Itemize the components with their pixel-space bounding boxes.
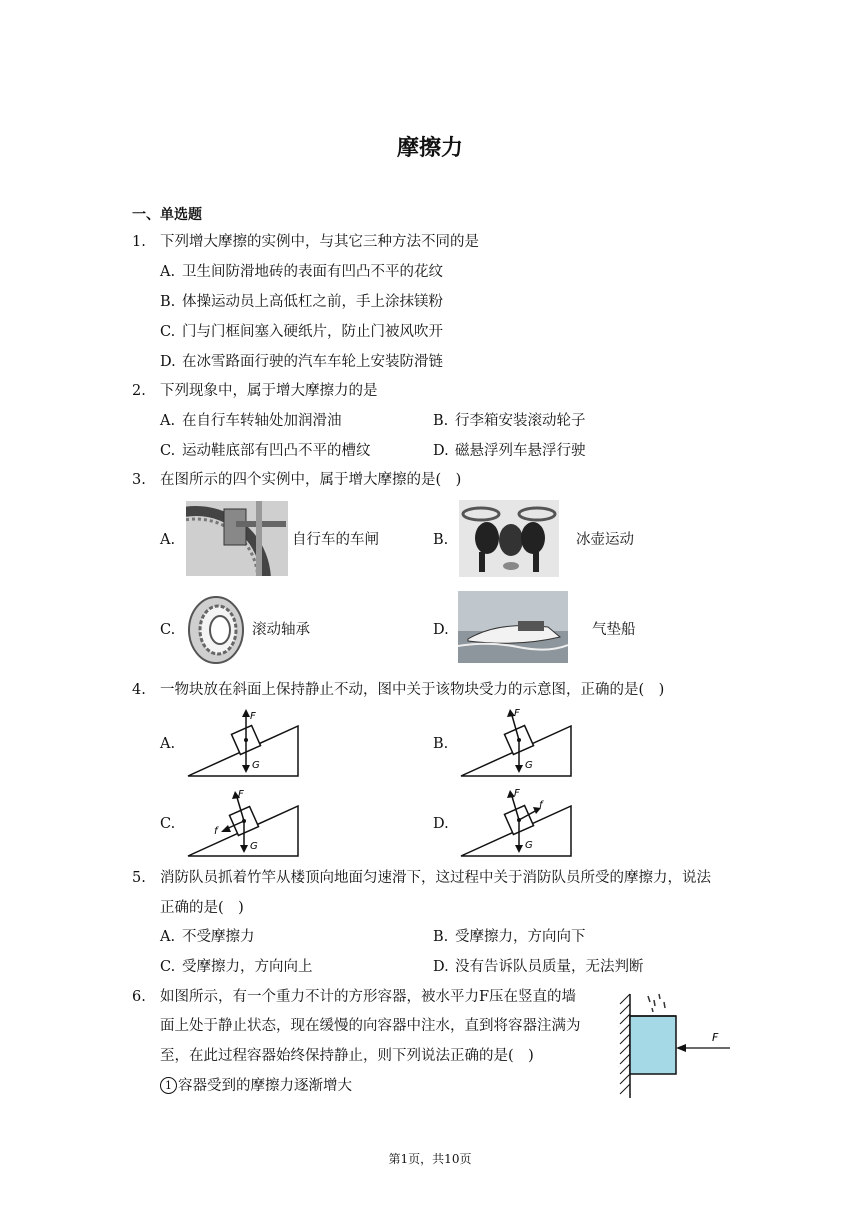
force-label-f: F [250,711,256,722]
option-c-letter: C. [160,622,176,638]
option-d-letter: D. [433,816,449,832]
option-c-letter: C. [160,816,176,832]
option-c: C. 门与门框间塞入硬纸片，防止门被风吹开 [160,324,443,340]
question-stem: 一物块放在斜面上保持静止不动，图中关于该物块受力的示意图，正确的是( ) [160,682,665,698]
force-label-g: G [525,760,533,771]
option-a: A. 不受摩擦力 [160,929,255,945]
option-a: A. 卫生间防滑地砖的表面有凹凸不平的花纹 [160,264,443,280]
question-number: 2. [132,383,146,399]
question-number: 6. [132,989,146,1005]
question-number: 3. [132,472,146,488]
force-label-f: F [514,708,520,719]
force-label-g: G [525,840,533,851]
force-label-f: F [712,1031,719,1044]
question-number: 1. [132,234,146,250]
question-number: 4. [132,682,146,698]
question-stem: 在图所示的四个实例中，属于增大摩擦的是( ) [160,472,462,488]
question-number: 5. [132,870,146,886]
page-title: 摩擦力 [396,136,463,161]
option-d: D. 在冰雪路面行驶的汽车车轮上安装防滑链 [160,354,443,370]
option-b: B. 体操运动员上高低杠之前，手上涂抹镁粉 [160,294,443,310]
option-c: C. 受摩擦力，方向向上 [160,959,313,975]
question-stem: 下列现象中，属于增大摩擦力的是 [160,383,378,399]
question-stem-cont: 面上处于静止状态，现在缓慢的向容器中注水，直到将容器注满为 [160,1018,581,1034]
statement-1: 1 容器受到的摩擦力逐渐增大 [160,1076,352,1096]
option-d: D. 磁悬浮列车悬浮行驶 [433,443,586,459]
page-footer: 第1页，共10页 [388,1152,472,1166]
force-label-g: G [252,760,260,771]
circled-number-1: 1 [160,1077,177,1094]
option-d-text: 气垫船 [592,622,636,638]
hovercraft-photo [458,591,568,663]
option-c-text: 滚动轴承 [252,622,310,638]
incline-diagram-d [459,786,575,858]
container-wall-diagram [612,990,738,1102]
friction-label: f [539,800,543,811]
option-a-letter: A. [160,736,176,752]
option-b: B. 行李箱安装滚动轮子 [433,413,586,429]
incline-diagram-a [186,706,302,778]
bicycle-brake-photo [186,501,288,576]
option-d: D. 没有告诉队员质量，无法判断 [433,959,644,975]
option-a: A. 在自行车转轴处加润滑油 [160,413,342,429]
option-a-letter: A. [160,532,176,548]
option-b-letter: B. [433,736,449,752]
friction-label: f [214,826,218,837]
force-label-f: F [514,788,520,799]
question-stem-cont2: 至，在此过程容器始终保持静止，则下列说法正确的是( ) [160,1048,534,1064]
ball-bearing-photo [186,594,250,666]
option-c: C. 运动鞋底部有凹凸不平的槽纹 [160,443,371,459]
force-label-f: F [238,789,244,800]
incline-diagram-c [186,786,302,858]
question-stem: 下列增大摩擦的实例中，与其它三种方法不同的是 [160,234,479,250]
question-stem: 如图所示，有一个重力不计的方形容器，被水平力F压在竖直的墙 [160,989,577,1005]
force-label-g: G [250,841,258,852]
curling-photo [459,500,559,577]
water-container [630,1016,676,1074]
option-b: B. 受摩擦力，方向向下 [433,929,586,945]
option-b-text: 冰壶运动 [576,532,634,548]
question-stem-cont: 正确的是( ) [160,900,244,916]
option-a-text: 自行车的车闸 [292,532,379,548]
option-d-letter: D. [433,622,449,638]
option-b-letter: B. [433,532,449,548]
incline-diagram-b [459,706,575,778]
section-heading: 一、单选题 [132,207,202,223]
question-stem: 消防队员抓着竹竿从楼顶向地面匀速滑下，这过程中关于消防队员所受的摩擦力，说法 [160,870,711,886]
